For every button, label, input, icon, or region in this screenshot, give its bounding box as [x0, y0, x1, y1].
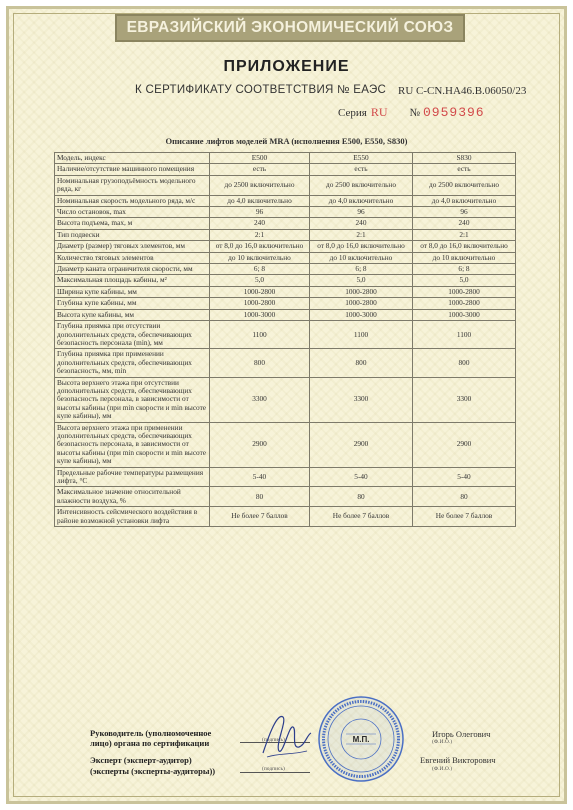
value-cell: до 2500 включительно: [310, 175, 413, 195]
parameter-cell: Интенсивность сейсмического воздействия в районе возможной установки лифта: [55, 507, 210, 527]
value-cell: 5,0: [413, 275, 516, 286]
expert-name-caption: (Ф.И.О.): [432, 766, 453, 772]
value-cell: 2:1: [210, 229, 310, 240]
value-cell: от 8,0 до 16,0 включительно: [413, 241, 516, 252]
table-caption: Описание лифтов моделей MRA (исполнения E500, E550, S830): [165, 136, 408, 146]
head-name-caption: (Ф.И.О.): [432, 739, 453, 745]
series-value: RU: [370, 105, 388, 119]
value-cell: E550: [310, 153, 413, 164]
parameter-cell: Предельные рабочие температуры размещения лифта, °С: [55, 467, 210, 487]
expert-signature-caption: (подпись): [262, 766, 285, 772]
series-label: Серия: [338, 107, 367, 119]
value-cell: 240: [310, 218, 413, 229]
table-row: [55, 467, 516, 487]
value-cell: есть: [310, 164, 413, 175]
table-row: [55, 286, 516, 297]
parameter-cell: Модель, индекс: [55, 153, 210, 164]
value-cell: 80: [310, 487, 413, 507]
value-cell: 240: [413, 218, 516, 229]
table-row: [55, 241, 516, 252]
value-cell: Не более 7 баллов: [210, 507, 310, 527]
value-cell: 800: [413, 349, 516, 377]
value-cell: 96: [310, 207, 413, 218]
value-cell: 2900: [413, 422, 516, 467]
head-label-line1: Руководитель (уполномоченное: [90, 728, 212, 738]
stamp-text: М.П.: [352, 735, 370, 744]
value-cell: 1000-3000: [413, 309, 516, 320]
value-cell: до 4,0 включительно: [210, 195, 310, 206]
certificate-number: RU C-CN.НА46.В.06050/23: [398, 85, 527, 97]
head-signature-caption: (подпись): [262, 737, 285, 743]
value-cell: 3300: [210, 377, 310, 422]
parameter-cell: Диаметр (размер) тяговых элементов, мм: [55, 241, 210, 252]
table-row: [55, 309, 516, 320]
parameter-cell: Высота верхнего этажа при применении дополнительных средств, обеспечивающих безопасность персонала, в зависимости от высоты кабины (при min скорости и min высоте купе кабины), мм: [55, 422, 210, 467]
value-cell: 1000-3000: [210, 309, 310, 320]
parameter-cell: Глубина купе кабины, мм: [55, 298, 210, 309]
handwritten-signature: [255, 705, 315, 765]
value-cell: 80: [413, 487, 516, 507]
parameter-cell: Номинальная грузоподъёмность модельного ряда, кг: [55, 175, 210, 195]
value-cell: 1000-3000: [310, 309, 413, 320]
parameter-cell: Наличие/отсутствие машинного помещения: [55, 164, 210, 175]
value-cell: 3300: [413, 377, 516, 422]
value-cell: до 4,0 включительно: [413, 195, 516, 206]
value-cell: 96: [210, 207, 310, 218]
number-value: 0959396: [422, 105, 485, 120]
expert-name: Евгений Викторович: [420, 755, 496, 765]
table-row: [55, 321, 516, 349]
value-cell: 800: [210, 349, 310, 377]
table-row: [55, 487, 516, 507]
table-row: [55, 507, 516, 527]
parameter-cell: Число остановок, max: [55, 207, 210, 218]
table-row: [55, 422, 516, 467]
value-cell: есть: [210, 164, 310, 175]
table-row: [55, 195, 516, 206]
parameter-cell: Максимальное значение относительной влажности воздуха, %: [55, 487, 210, 507]
series-line: [338, 105, 485, 120]
certificate-subtitle: К СЕРТИФИКАТУ СООТВЕТСТВИЯ № ЕАЭС: [135, 84, 387, 96]
value-cell: 5-40: [210, 467, 310, 487]
value-cell: до 10 включительно: [310, 252, 413, 263]
value-cell: 80: [210, 487, 310, 507]
value-cell: от 8,0 до 16,0 включительно: [310, 241, 413, 252]
expert-label-line1: Эксперт (эксперт-аудитор): [90, 755, 192, 765]
value-cell: 1000-2800: [310, 298, 413, 309]
value-cell: S830: [413, 153, 516, 164]
union-banner: [115, 14, 465, 42]
value-cell: 6; 8: [210, 264, 310, 275]
table-header-row: [55, 153, 516, 164]
value-cell: 1100: [310, 321, 413, 349]
expert-signature-line: [240, 772, 310, 773]
value-cell: 1000-2800: [310, 286, 413, 297]
table-row: [55, 275, 516, 286]
value-cell: 2900: [210, 422, 310, 467]
table-row: [55, 298, 516, 309]
value-cell: 5,0: [210, 275, 310, 286]
value-cell: 2900: [310, 422, 413, 467]
parameter-cell: Диаметр каната ограничителя скорости, мм: [55, 264, 210, 275]
expert-label-line2: (эксперты (эксперты-аудиторы)): [90, 766, 216, 776]
value-cell: до 4,0 включительно: [310, 195, 413, 206]
union-banner-text: ЕВРАЗИЙСКИЙ ЭКОНОМИЧЕСКИЙ СОЮЗ: [126, 19, 454, 36]
value-cell: 5-40: [413, 467, 516, 487]
value-cell: E500: [210, 153, 310, 164]
table-row: [55, 252, 516, 263]
table-row: [55, 175, 516, 195]
value-cell: 1000-2800: [413, 286, 516, 297]
table-row: [55, 349, 516, 377]
value-cell: 1000-2800: [210, 286, 310, 297]
value-cell: 240: [210, 218, 310, 229]
parameter-cell: Высота подъема, max, м: [55, 218, 210, 229]
value-cell: 6; 8: [413, 264, 516, 275]
value-cell: 2:1: [413, 229, 516, 240]
parameter-cell: Высота верхнего этажа при отсутствии дополнительных средств, обеспечивающих безопасность персонала, в зависимости от высоты кабины (при min скорости и min высоте купе кабины), мм: [55, 377, 210, 422]
table-row: [55, 377, 516, 422]
value-cell: до 2500 включительно: [210, 175, 310, 195]
value-cell: 5,0: [310, 275, 413, 286]
page-title: ПРИЛОЖЕНИЕ: [223, 58, 350, 75]
value-cell: Не более 7 баллов: [413, 507, 516, 527]
value-cell: 3300: [310, 377, 413, 422]
head-name: Игорь Олегович: [432, 729, 491, 739]
number-label: №: [409, 107, 420, 119]
value-cell: есть: [413, 164, 516, 175]
value-cell: 1000-2800: [210, 298, 310, 309]
value-cell: 6; 8: [310, 264, 413, 275]
value-cell: Не более 7 баллов: [310, 507, 413, 527]
parameter-cell: Номинальная скорость модельного ряда, м/с: [55, 195, 210, 206]
parameter-cell: Глубина приямка при отсутствии дополнительных средств, обеспечивающих безопасность персонала (min), мм: [55, 321, 210, 349]
specification-table: [54, 152, 516, 527]
value-cell: до 10 включительно: [210, 252, 310, 263]
head-label-line2: лицо) органа по сертификации: [90, 738, 210, 748]
value-cell: от 8,0 до 16,0 включительно: [210, 241, 310, 252]
table-row: [55, 207, 516, 218]
value-cell: 1000-2800: [413, 298, 516, 309]
table-row: [55, 218, 516, 229]
table-row: [55, 229, 516, 240]
value-cell: 1100: [413, 321, 516, 349]
value-cell: 800: [310, 349, 413, 377]
parameter-cell: Тип подвески: [55, 229, 210, 240]
parameter-cell: Глубина приямка при применении дополнительных средств, обеспечивающих безопасность, мм, min: [55, 349, 210, 377]
parameter-cell: Максимальная площадь кабины, м²: [55, 275, 210, 286]
specification-table-body: [55, 153, 516, 527]
parameter-cell: Количество тяговых элементов: [55, 252, 210, 263]
value-cell: до 10 включительно: [413, 252, 516, 263]
table-row: [55, 164, 516, 175]
parameter-cell: Высота купе кабины, мм: [55, 309, 210, 320]
table-row: [55, 264, 516, 275]
value-cell: 1100: [210, 321, 310, 349]
value-cell: 96: [413, 207, 516, 218]
official-stamp: [316, 694, 406, 784]
value-cell: 2:1: [310, 229, 413, 240]
value-cell: 5-40: [310, 467, 413, 487]
value-cell: до 2500 включительно: [413, 175, 516, 195]
parameter-cell: Ширина купе кабины, мм: [55, 286, 210, 297]
